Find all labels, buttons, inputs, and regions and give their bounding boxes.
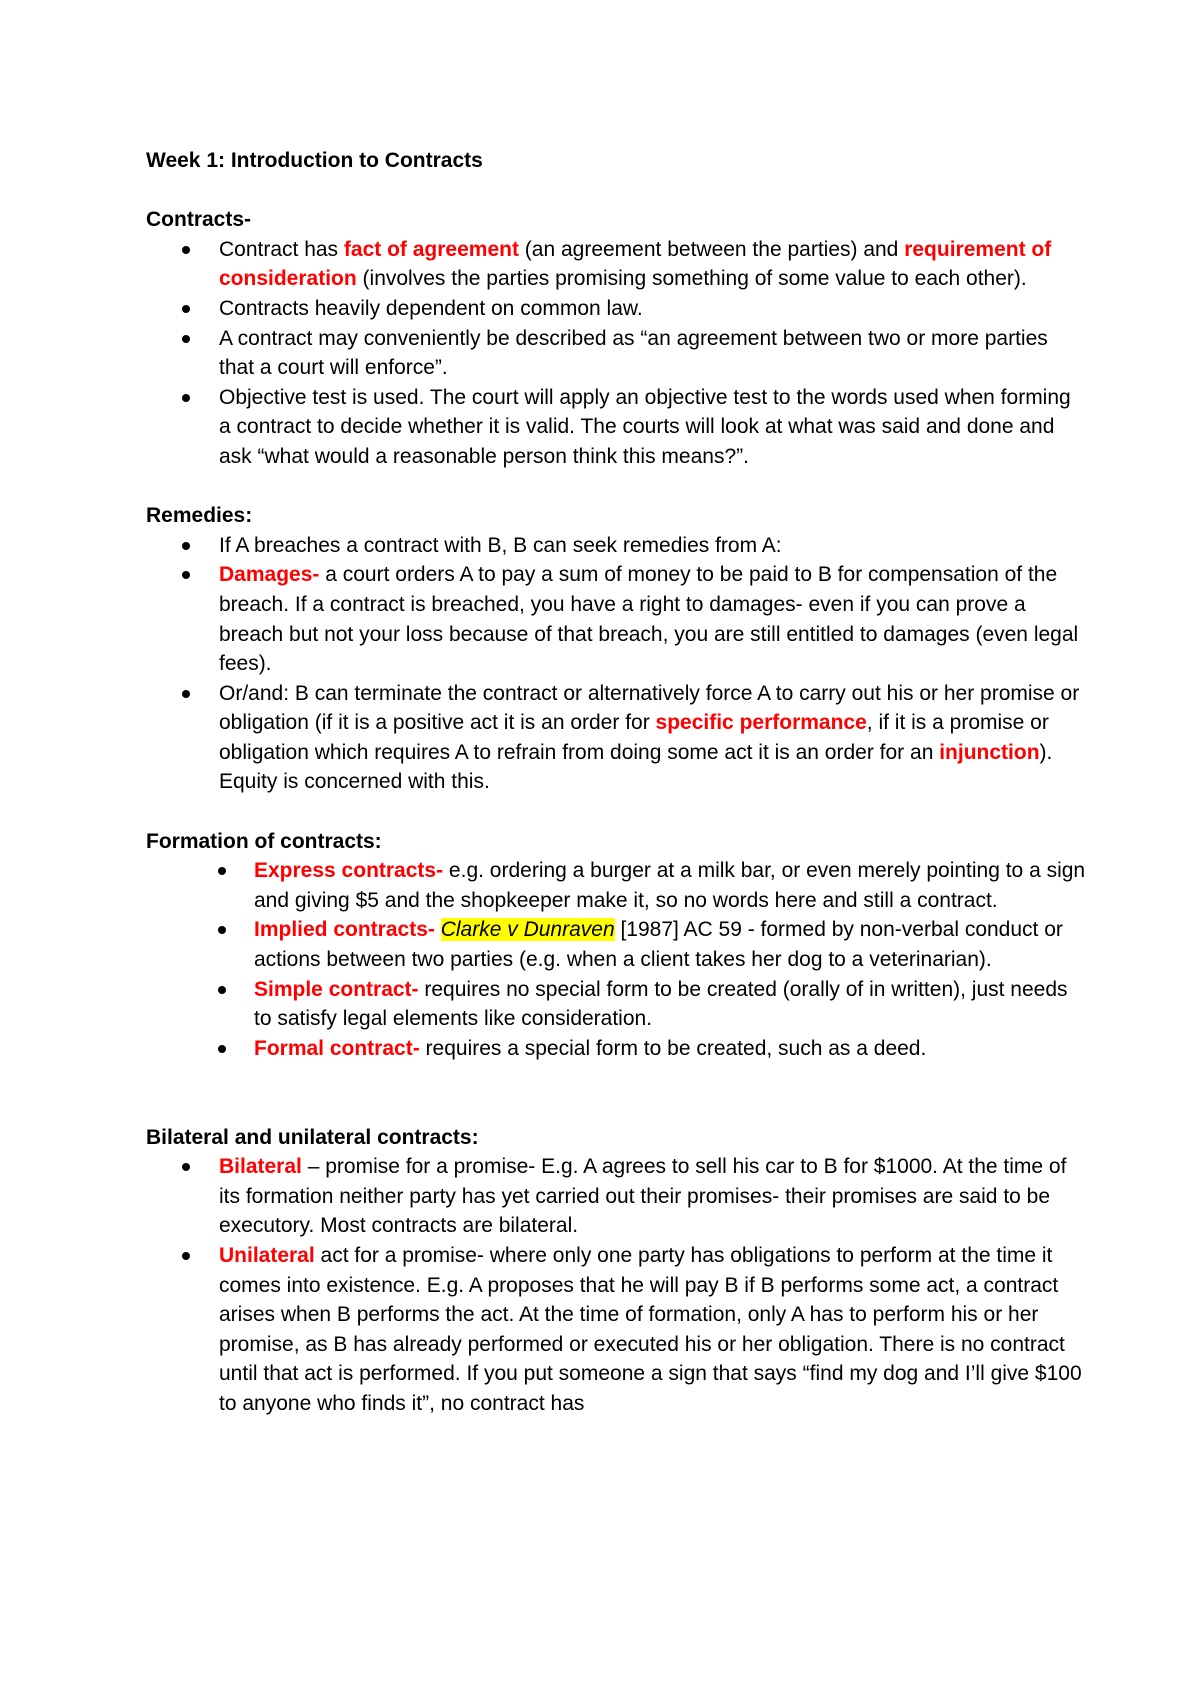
item-text: a court orders A to pay a sum of money to be paid to B for compensation of the breach. If a contract is breached, you have a right to damages- even if you can prove a breach but not your loss because of that breach, you are still entitled to damages (even legal fees). — [219, 563, 1079, 676]
key-term: Formal contract- — [254, 1036, 420, 1060]
item-text: If A breaches a contract with B, B can seek remedies from A: — [219, 533, 782, 557]
remedies-list — [146, 531, 1086, 797]
list-item — [146, 324, 1086, 383]
section-heading-formation: Formation of contracts: — [146, 829, 382, 853]
item-text: requires no special form to be created (orally of in written), just needs to satisfy legal elements like consideration. — [254, 977, 1068, 1031]
item-text: , if it is a promise or obligation which requires A to refrain from doing some act it is an order for an — [219, 711, 1049, 764]
bullet-icon — [182, 335, 190, 343]
bullet-icon — [218, 1045, 226, 1053]
list-item — [146, 1034, 1086, 1064]
page-title: Week 1: Introduction to Contracts — [146, 149, 483, 172]
formation-list — [146, 856, 1086, 1063]
list-item — [146, 294, 1086, 324]
list-item — [146, 1152, 1086, 1241]
bullet-icon — [182, 542, 190, 550]
key-term: Simple contract- — [254, 977, 419, 1001]
item-text: act for a promise- where only one party has obligations to perform at the time it comes into existence. E.g. A proposes that he will pay B if B performs some act, a contract arises when B performs the act. At the time of formation, only A has to perform his or her promise, as B has already performed or executed his or her obligation. There is no contract until that act is performed. If you put someone a sign that says “find my dog and I’ll give $100 to anyone who finds it”, no contract has — [219, 1243, 1082, 1415]
bilateral-list — [146, 1152, 1086, 1418]
list-item — [146, 560, 1086, 678]
item-text: Contracts heavily dependent on common law. — [219, 296, 643, 320]
blank-line — [146, 797, 1086, 827]
key-term: Bilateral — [219, 1155, 302, 1179]
item-text: Contract has — [219, 237, 344, 261]
key-term: Implied contracts- — [254, 918, 435, 942]
list-item — [146, 235, 1086, 294]
blank-line — [146, 1063, 1086, 1122]
list-item — [146, 679, 1086, 797]
blank-line — [146, 472, 1086, 502]
bullet-icon — [182, 1163, 190, 1171]
key-term: Express contracts- — [254, 859, 444, 883]
item-text: A contract may conveniently be described as “an agreement between two or more parties that a court will enforce”. — [219, 326, 1048, 380]
bullet-icon — [218, 867, 226, 875]
item-text: Or/and: B can terminate the contract or alternatively force A to carry out his or her promise or obligation (if it is a positive act it is an order for — [219, 681, 1080, 735]
bullet-icon — [182, 305, 190, 313]
bullet-icon — [182, 394, 190, 402]
bullet-icon — [218, 986, 226, 994]
bullet-icon — [182, 571, 190, 579]
key-term: Unilateral — [219, 1243, 315, 1267]
key-term: injunction — [939, 740, 1040, 764]
list-item — [146, 856, 1086, 915]
item-text: Objective test is used. The court will apply an objective test to the words used when forming a contract to decide whether it is valid. The courts will look at what was said and done and ask “what would a reasonable person think this means?”. — [219, 385, 1071, 468]
bullet-icon — [182, 246, 190, 254]
bullet-icon — [218, 926, 226, 934]
item-text: (an agreement between the parties) and — [518, 237, 905, 261]
list-item — [146, 383, 1086, 472]
list-item — [146, 975, 1086, 1034]
item-text: [1987] AC 59 - formed by non-verbal conduct or actions between two parties (e.g. when a client takes her dog to a veterinarian). — [254, 918, 1063, 972]
list-item — [146, 1241, 1086, 1419]
item-text: ). Equity is concerned with this. — [219, 740, 1053, 794]
key-term: Damages- — [219, 563, 320, 587]
document-body — [146, 146, 1086, 1419]
contracts-list — [146, 235, 1086, 472]
key-term: specific performance — [655, 711, 867, 735]
key-term: requirement of consideration — [219, 237, 1052, 291]
item-text — [435, 918, 441, 941]
item-text: requires a special form to be created, such as a deed. — [419, 1036, 927, 1060]
case-citation: Clarke v Dunraven — [440, 918, 615, 942]
section-heading-contracts: Contracts- — [146, 208, 252, 232]
item-text: – promise for a promise- E.g. A agrees to sell his car to B for $1000. At the time of its formation neither party has yet carried out their promises- their promises are said to be executory. Most contracts are bilateral. — [219, 1155, 1067, 1238]
key-term: fact of agreement — [343, 237, 519, 261]
list-item — [146, 915, 1086, 974]
section-heading-remedies: Remedies: — [146, 504, 253, 528]
item-text: e.g. ordering a burger at a milk bar, or even merely pointing to a sign and giving $5 and the shopkeeper make it, so no words here and still a contract. — [254, 859, 1086, 912]
item-text: (involves the parties promising something of some value to each other). — [356, 267, 1027, 291]
bullet-icon — [182, 1252, 190, 1260]
list-item — [146, 531, 1086, 561]
blank-line — [146, 176, 1086, 206]
section-heading-bilateral: Bilateral and unilateral contracts: — [146, 1125, 479, 1149]
bullet-icon — [182, 690, 190, 698]
